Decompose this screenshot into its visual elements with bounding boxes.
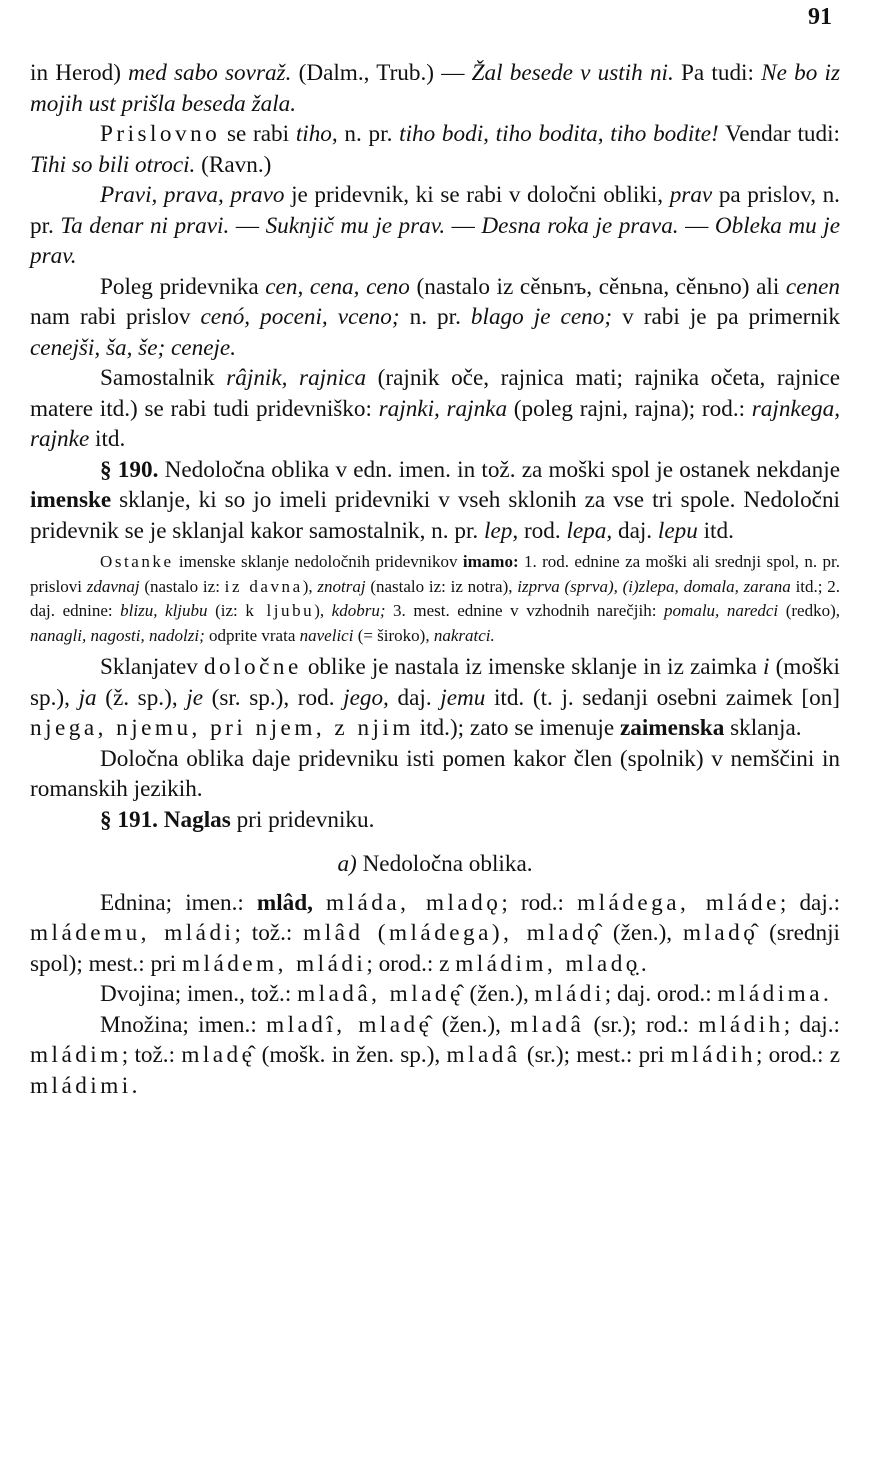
text-run: (Ravn.) [195, 151, 272, 178]
text-run: mlâd, [256, 889, 313, 916]
page-number: 91 [808, 4, 832, 30]
text-run: § 190. [100, 456, 159, 483]
text-run: (sr.); rod.: [584, 1011, 699, 1038]
text-run: (moški sp.), [30, 654, 840, 711]
text-run: in Herod) [30, 60, 129, 86]
para-mnozina [30, 1010, 840, 1102]
text-run: (= široko), [353, 625, 434, 645]
text-run: (nastalo iz: iz notra), [365, 576, 518, 596]
text-run: Suknjič mu je prav. [265, 212, 446, 239]
text-run: (rajnik oče, rajnica mati; rajnika očeta, rajnice matere itd.) se rabi tudi pridevniško: [30, 365, 840, 422]
text-run: Prislovno [100, 121, 221, 147]
text-run: itd. [89, 426, 126, 452]
text-run: jemu [440, 684, 486, 711]
text-run: Ta denar ni pravi. [60, 212, 230, 239]
text-run: (poleg rajni, rajna); rod.: [507, 395, 752, 422]
text-run: ; tož.: [234, 920, 304, 947]
page-body [30, 58, 840, 1101]
text-run: cenen [785, 273, 840, 300]
text-run: mládem, mládi [182, 950, 367, 977]
text-run: Nedoločna oblika. [356, 851, 533, 878]
text-run: odprite vrata [204, 625, 300, 645]
text-run: mladę̂ [181, 1042, 256, 1069]
text-run: (iz: [207, 601, 246, 621]
text-run: lepa, [566, 517, 613, 544]
text-run: mladâ, mladę̂ [297, 981, 464, 1008]
text-run: mládima. [717, 981, 833, 1008]
text-run: zaimenska [619, 715, 725, 742]
text-run: Množina; imen.: [100, 1011, 267, 1038]
text-run: mladâ [510, 1011, 585, 1038]
small-print-note [30, 550, 840, 648]
text-run: — [678, 212, 715, 239]
para-poleg [30, 272, 840, 364]
text-run: cenó, poceni, vceno; [200, 304, 400, 330]
text-run: mláda, mladǫ [326, 889, 502, 916]
text-run: Nedoločna oblika v edn. imen. in tož. za moški spol je ostanek nekdanje [158, 456, 840, 483]
para-sklanjatev [30, 652, 840, 744]
text-run: ; orod.: z [366, 950, 456, 977]
text-run: ; rod.: [501, 889, 578, 916]
text-run: Obleka mu je prav. [30, 212, 841, 269]
text-run: mládim [30, 1042, 122, 1069]
text-run: kdobru; [331, 601, 386, 621]
text-run: ), [314, 601, 332, 621]
text-run: pri pridevniku. [230, 806, 375, 833]
text-run: imamo: [462, 552, 519, 571]
text-run: imenske sklanje nedoločnih pridevnikov [173, 552, 463, 571]
text-run: zdavnaj [86, 576, 140, 596]
text-run: njega, njemu, pri njem, z njim [30, 715, 414, 742]
text-run: mladî, mladę̂ [266, 1011, 433, 1038]
text-run: blago je ceno; [470, 304, 613, 330]
text-run: rod. [518, 517, 567, 544]
text-run: določne [203, 654, 302, 681]
text-run: Ne bo iz mojih ust prišla beseda žala. [30, 60, 841, 117]
text-run: jego, [343, 684, 389, 711]
para-samostalnik [30, 363, 840, 455]
text-run: lepu [657, 517, 698, 544]
text-run: (sr.); mest.: pri [520, 1042, 671, 1069]
text-run: daj. [388, 684, 441, 711]
text-run: Pravi, prava, pravo [100, 182, 285, 208]
text-run: Desna roka je prava. [481, 212, 679, 239]
text-run: pa prislov, n. pr. [30, 182, 840, 239]
text-run: (sr. sp.), rod. [202, 684, 344, 711]
text-run: (Dalm., Trub.) — [291, 60, 472, 86]
text-run: ), [302, 576, 318, 596]
text-run: (žen.), [463, 981, 535, 1008]
text-run: (nastalo iz: [139, 576, 225, 596]
text-run: mladǫ̂ [682, 920, 759, 947]
text-run: (žen.), [432, 1011, 511, 1038]
text-run: tiho, [295, 121, 338, 147]
subheading-nedolocna [30, 849, 840, 880]
text-run: § 191. Naglas [100, 806, 231, 833]
text-run: itd.); zato se imenuje [413, 715, 620, 742]
text-run: se rabi [220, 121, 296, 147]
text-run: itd. (t. j. sedanji osebni zaimek [on] [485, 684, 841, 711]
text-run: blizu, kljubu [120, 601, 208, 621]
text-run: v rabi je pa primernik [612, 304, 840, 330]
para-190 [30, 455, 840, 547]
text-run: mládi [534, 981, 605, 1008]
text-run: (ž. sp.), [96, 684, 187, 711]
text-run: mládega, mláde [577, 889, 780, 916]
text-run: Poleg pridevnika [100, 273, 266, 300]
text-run: tiho bodi, tiho bodita, tiho bodite! [399, 121, 719, 147]
para-prislovno [30, 119, 840, 180]
text-run: 1. rod. ednine za moški ali srednji spol, n. pr. prislovi [30, 552, 841, 596]
text-run: Samostalnik [100, 365, 227, 391]
text-run: ; orod.: z [755, 1042, 840, 1069]
text-run: prav [669, 182, 713, 208]
text-run: Ostanke [100, 552, 174, 571]
text-run: pomalu, naredci [664, 601, 779, 621]
text-run: (mošk. in žen. sp.), [255, 1042, 447, 1069]
text-run: nakratci. [433, 625, 495, 645]
text-run: n. pr. [399, 304, 471, 330]
text-run [313, 890, 326, 916]
text-run: rajnkega, rajnke [30, 395, 840, 452]
text-run: mlâd (mládega), mladǫ̂ [303, 920, 603, 947]
text-run: rajnki, rajnka [378, 395, 508, 422]
text-run: izprva (sprva), (i)zlepa, domala, zarana [517, 576, 791, 596]
text-run: mládih [670, 1042, 756, 1069]
text-run: znotraj [317, 576, 366, 596]
text-run: ; daj.: [779, 889, 841, 916]
text-run: Dvojina; imen., tož.: [100, 981, 298, 1008]
text-run: navelici [299, 625, 354, 645]
text-run: itd.; 2. daj. ednine: [30, 576, 840, 621]
text-run: k ljubu [245, 601, 315, 621]
text-run: mládim, mladǫ̣. [455, 950, 651, 977]
text-run: (nastalo iz cěnьnъ, cěnьna, cěnьno) ali [409, 273, 786, 300]
text-run: Vendar tudi: [718, 121, 840, 147]
text-run: Žal besede v ustih ni. [471, 60, 674, 86]
text-run: mládimi. [30, 1072, 141, 1099]
text-run: itd. [697, 517, 734, 544]
text-run: — [445, 212, 482, 239]
text-run: ; daj.: [783, 1011, 840, 1038]
para-ostanke [30, 550, 840, 648]
text-run: cenejši, ša, še; ceneje. [30, 334, 237, 361]
para-pravi [30, 180, 840, 272]
text-run: (redko), [778, 601, 840, 621]
text-run: 3. mest. ednine v vzhodnih narečjih: [385, 601, 665, 621]
para-herod [30, 58, 840, 119]
text-run: nam rabi prislov [30, 304, 201, 330]
text-run: sklanja. [724, 715, 802, 742]
text-run: Sklanjatev [100, 654, 204, 681]
text-run: râjnik, rajnica [226, 365, 367, 391]
text-run: cen, cena, ceno [265, 273, 410, 300]
text-run: (žen.), [602, 920, 683, 947]
text-run: i [763, 654, 770, 681]
text-run: Ednina; imen.: [100, 889, 257, 916]
text-run: Pa tudi: [673, 60, 762, 86]
para-dvojina [30, 979, 840, 1010]
text-run: ; daj. orod.: [604, 981, 718, 1008]
text-run: sklanje, ki so jo imeli pridevniki v vseh sklonih za vse tri spole. Nedoločni pridevnik se je sklanjal kakor samostalnik, n. pr. [30, 487, 840, 544]
text-run: a) [337, 851, 357, 878]
text-run: oblike je nastala iz imenske sklanje in iz zaimka [301, 654, 764, 681]
text-run: mládemu, mládi [30, 920, 235, 947]
para-ednina [30, 888, 840, 980]
text-run: Določna oblika daje pridevniku isti pomen kakor člen (spolnik) v nemščini in romanskih jezikih. [30, 745, 840, 803]
text-run: ja [78, 684, 97, 711]
text-run: mládih [698, 1011, 784, 1038]
text-run: n. pr. [337, 121, 400, 147]
text-run: med sabo sovraž. [128, 60, 292, 86]
text-run: iz davna [224, 576, 303, 596]
text-run: je [186, 684, 203, 711]
text-run: imenske [30, 487, 112, 513]
text-run: lep, [484, 517, 519, 544]
text-run: (srednji spol); mest.: pri [30, 920, 840, 977]
text-run: je pridevnik, ki se rabi v določni obliki, [284, 182, 670, 208]
text-run: ; tož.: [121, 1042, 182, 1069]
text-run: daj. [612, 517, 658, 544]
text-run: nanagli, nagosti, nadolzi; [30, 625, 205, 645]
para-dolocna [30, 744, 840, 805]
para-191 [30, 805, 840, 836]
text-run: Tihi so bili otroci. [30, 151, 196, 178]
text-run: mladâ [446, 1042, 521, 1069]
text-run: — [229, 212, 266, 239]
